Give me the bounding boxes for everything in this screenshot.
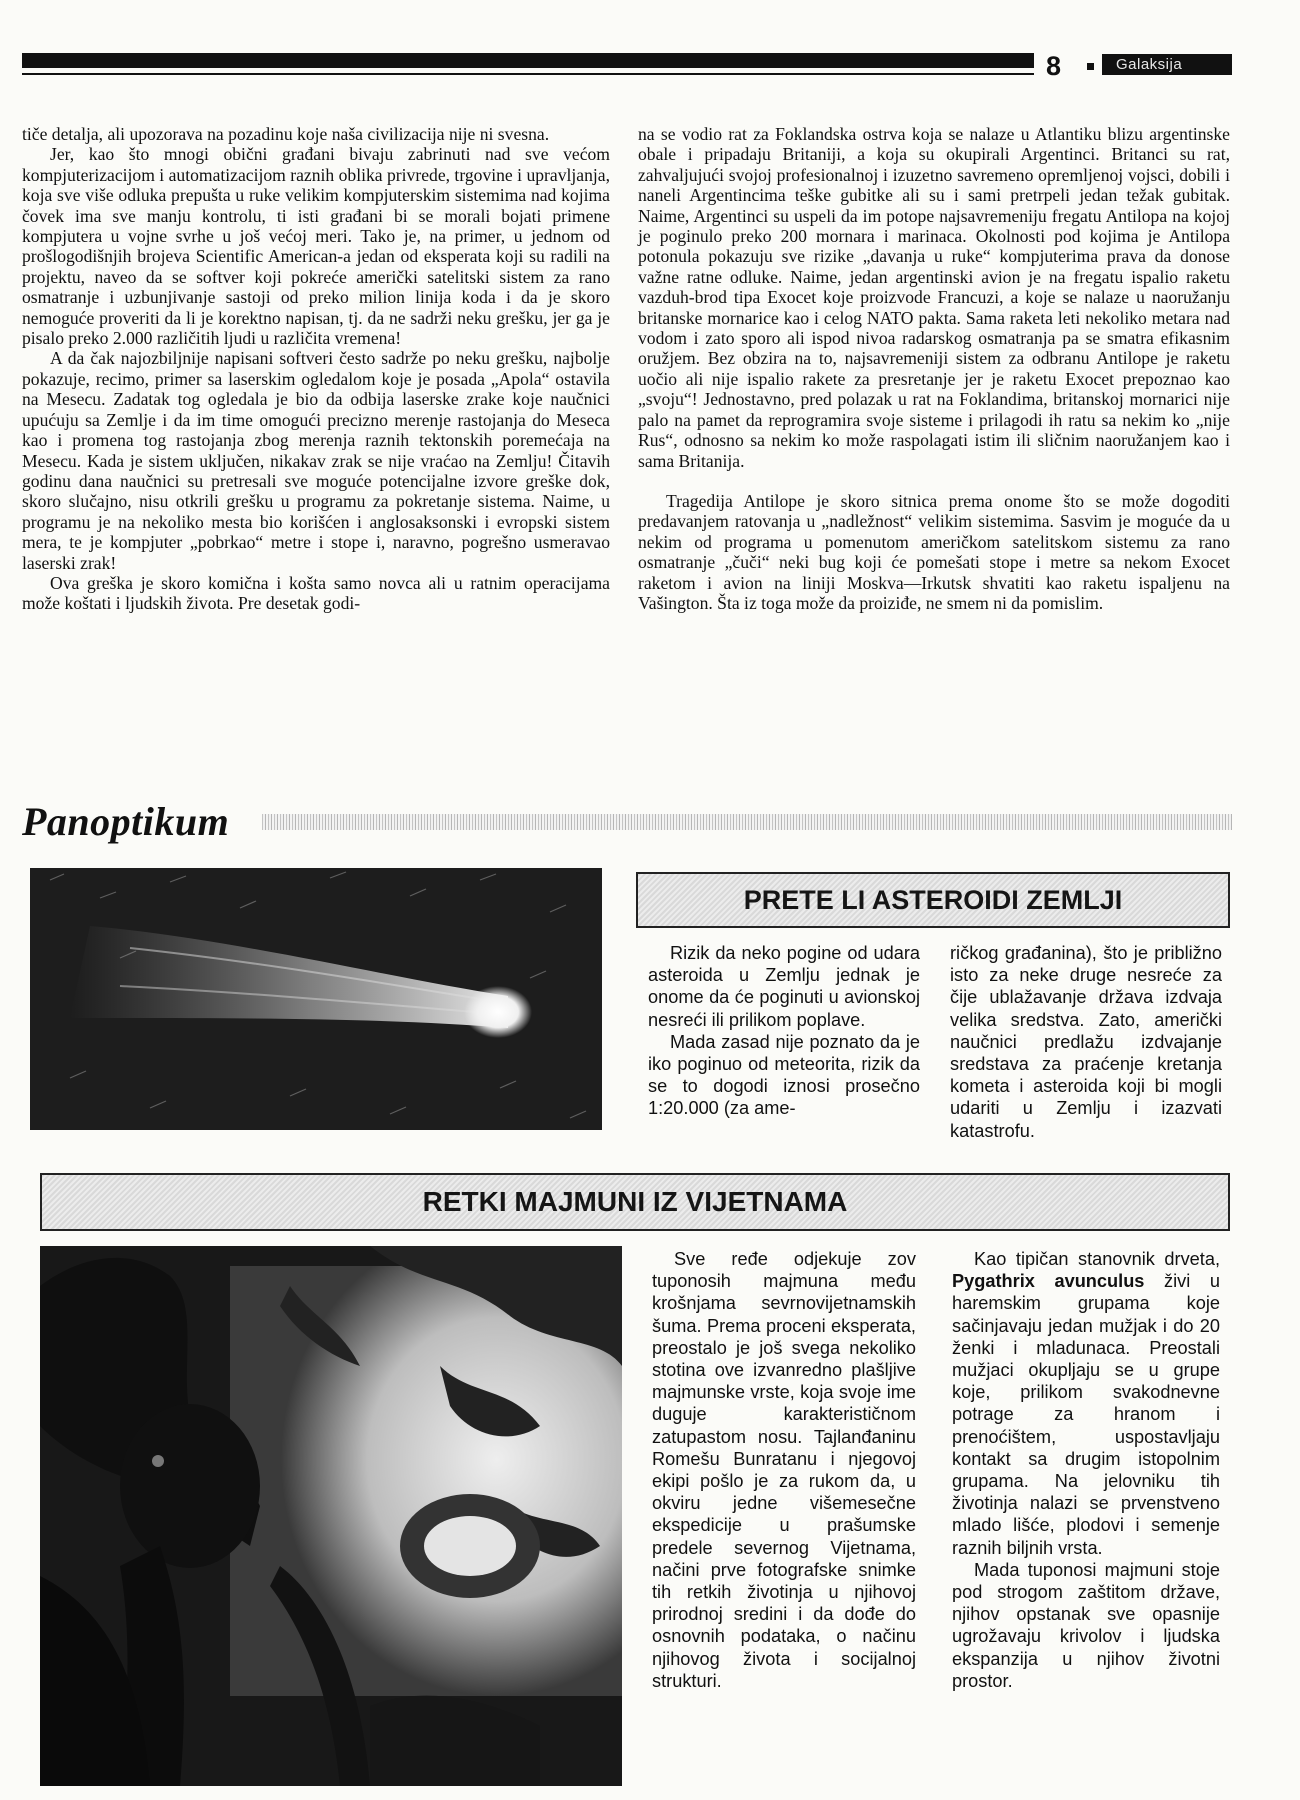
page-number: 8 — [1046, 51, 1062, 81]
monkey-photo — [40, 1246, 622, 1786]
monkeys-paragraph — [952, 1248, 1220, 1559]
asteroids-column-1 — [648, 942, 920, 1120]
asteroids-paragraph: Rizik da neko pogine od udara asteroida u Zemlju jednak je onome da će poginuti u avionskoj nesreći ili prilikom poplave. — [648, 943, 920, 1030]
article-paragraph: Ova greška je skoro komična i košta samo novca ali u ratnim operacijama može koštati i ljudskih života. Pre desetak godi- — [22, 572, 610, 614]
asteroids-column-2 — [950, 942, 1222, 1142]
article-left-column — [22, 124, 610, 614]
monkeys-text: živi u haremskim grupama koje sačinjavaju jedan mužjak i do 20 ženki i mladunaca. Preostali mužjaci okupljaju se u grupe koje, prilikom svakodnevne potrage za hranom i prenoćištem, uspostavljaju kontakt sa drugim istopolnim grupama. Na jelovniku tih životinja nalazi se prvenstveno mlado lišće, plodovi i semenje raznih biljnih vrsta. — [952, 1271, 1221, 1558]
page-header — [22, 52, 1232, 80]
asteroids-paragraph: Mada zasad nije poznato da je iko poginuo od meteorita, rizik da se to dogodi iznosi prosečno 1:20.000 (za ame- — [648, 1031, 920, 1119]
article-right-column — [638, 124, 1230, 613]
monkeys-paragraph: Mada tuponosi majmuni stoje pod strogom zaštitom države, njihov opstanak sve opasnije ugrožavaju krivolov i ljudska ekspanzija u njihov životni prostor. — [952, 1559, 1220, 1691]
article-paragraph: A da čak najozbiljnije napisani softveri često sadrže po neku grešku, najbolje pokazuje, recimo, primer sa laserskim ogledalom koje je posada „Apola“ ostavila na Mesecu. Zadatak tog ogledala je bio da odbija laserske zrake koje naučnici upućuju sa Zemlje i da im time omogući precizno merenje rastojanja do Meseca kao i promena tog rastojanja zbog merenja raznih tektonskih poremećaja na Mesecu. Kada je sistem uključen, nikakav zrak se nije vraćao na Zemlju! Čitavih godinu dana naučnici su pretresali sve moguće potencijalne izvore greške dok, skoro slučajno, nisu otkrili grešku u programu za pokretanje sistema. Naime, u programu je na nekoliko mesta bio korišćen i anglosaksonski i evropski sistem mera, te je kompjuter „pobrkao“ metre i stope i, naravno, pogrešno usmeravao laserski zrak! — [22, 348, 610, 573]
magazine-name: Galaksija — [1102, 54, 1232, 75]
header-rule-thin — [22, 73, 1034, 75]
header-bullet — [1087, 63, 1094, 70]
monkeys-text: Kao tipičan stanovnik drveta, — [974, 1249, 1220, 1269]
monkeys-column-2 — [952, 1248, 1220, 1692]
section-heading-band — [262, 814, 1232, 830]
monkeys-paragraph: Sve ređe odjekuje zov tuponosih majmuna među krošnjama sevrnovijetnamskih šuma. Prema proceni eksperata, preostalo je još svega nekoliko stotina ove izvanredno plašljive majmunske vrste, koja svoje ime duguje karakterističnom zatupastom nosu. Tajlanđaninu Romešu Bunratanu i njegovoj ekipi pošlo je za rukom da, u okviru jedne višemesečne ekspedicije u prašumske predele severnog Vijetnama, načini prve fotografske snimke tih retkih životinja u njihovoj prirodnoj sredini i da dođe do osnovnih podataka, o načinu njihovog života i socijalnoj strukturi. — [652, 1249, 916, 1691]
article-paragraph: tiče detalja, ali upozorava na pozadinu koje naša civilizacija nije ni svesna. — [22, 124, 550, 144]
species-name: Pygathrix avunculus — [952, 1271, 1145, 1292]
section-heading — [22, 800, 1232, 844]
article-paragraph: Jer, kao što mnogi obični građani bivaju zabrinuti nad sve većom kompjuterizacijom i automatizacijom raznih oblika privrede, trgovine i upravljanja, koja sve više odluka prepušta u ruke velikim kompjuterskim sistemima nad kojima čovek ima sve manju kontrolu, ti isti građani bi se morali bojati primene kompjutera u vojne svrhe u još većoj meri. Tako je, na primer, u jednom od prošlogodišnjih brojeva Scientific American-a jedan od eksperata koji su radili na projektu, naveo da se softver koji pokreće američki satelitski sistem za rano osmatranje i uzbunjivanje sastoji od preko milion linija koda i da je skoro nemoguće proveriti da li je korektno napisan, tj. da ne sadrži neku grešku, jer ga je pisalo preko 2.000 različitih ljudi u različita vremena! — [22, 144, 610, 349]
asteroids-paragraph: ričkog građanina), što je približno isto za neke druge nesreće za čije ublažavanje država izdvaja velika sredstva. Zato, američki naučnici predlažu izdvajanje sredstava za praćenje kretanja kometa i asteroida koji bi mogli udariti u Zemlju i izazvati katastrofu. — [950, 943, 1222, 1141]
asteroids-title: PRETE LI ASTEROIDI ZEMLJI — [636, 872, 1230, 928]
article-paragraph: Tragedija Antilope je skoro sitnica prema onome što se može dogoditi predavanjem ratovanja u „nadležnost“ velikim sistemima. Sasvim je moguće da u nekim od programa u pomenutom američkom satelitskom sistemu za rano osmatranje „čuči“ neki bug koji će pomešati stope i metre sa nekom Exocet raketom i avion na liniji Moskva—Irkutsk shvatiti kao raketu ispaljenu na Vašington. Šta iz toga može da proiziđe, ne smem ni da pomislim. — [638, 490, 1230, 613]
header-rule-thick — [22, 53, 1034, 68]
monkeys-column-1 — [652, 1248, 916, 1692]
monkeys-title: RETKI MAJMUNI IZ VIJETNAMA — [40, 1173, 1230, 1231]
comet-photo — [30, 868, 602, 1130]
article-paragraph: na se vodio rat za Foklandska ostrva koja se nalaze u Atlantiku blizu argentinske obale i pripadaju Britaniji, a koja su okupirali Argentinci. Britanci su rat, zahvaljujući svojoj profesionalnoj i izuzetno savremeno opremljenoj vojsci, dobili i naneli Argentincima teške gubitke ali su i sami pretrpeli jedan težak gubitak. Naime, Argentinci su uspeli da im potope najsavremeniju fregatu Antilopa na kojoj je poginulo preko 200 mornara i marinaca. Okolnosti pod kojima je Antilopa potonula pokazuju sve rizike „davanja u ruke“ kompjuterima prava da donose važne ratne odluke. Naime, jedan argentinski avion je na fregatu ispalio raketu vazduh-brod tipa Exocet koje proizvode Francuzi, a koje se nalaze u naoružanju britanske mornarice kao i celog NATO pakta. Sama raketa leti nekoliko metara nad vodom i zato sporo ali ispod nivoa radarskog osmatranja pa se smatra efikasnim oružjem. Bez obzira na to, najsavremeniji sistem za odbranu Antilope je raketu uočio ali nije ispalio rakete za presretanje jer je raketu Exocet prepoznao kao „svoju“! Jednostavno, pred polazak u rat na Foklandima, britanskoj mornarici nije palo na pamet da reprogramira svoje sisteme i prilagodi ih ratu sa nekim ko „nije Rus“, odnosno sa nekim ko može raspolagati istim ili sličnim naoružanjem kao i sama Britanija. — [638, 124, 1230, 471]
section-title: Panoptikum — [22, 799, 230, 844]
